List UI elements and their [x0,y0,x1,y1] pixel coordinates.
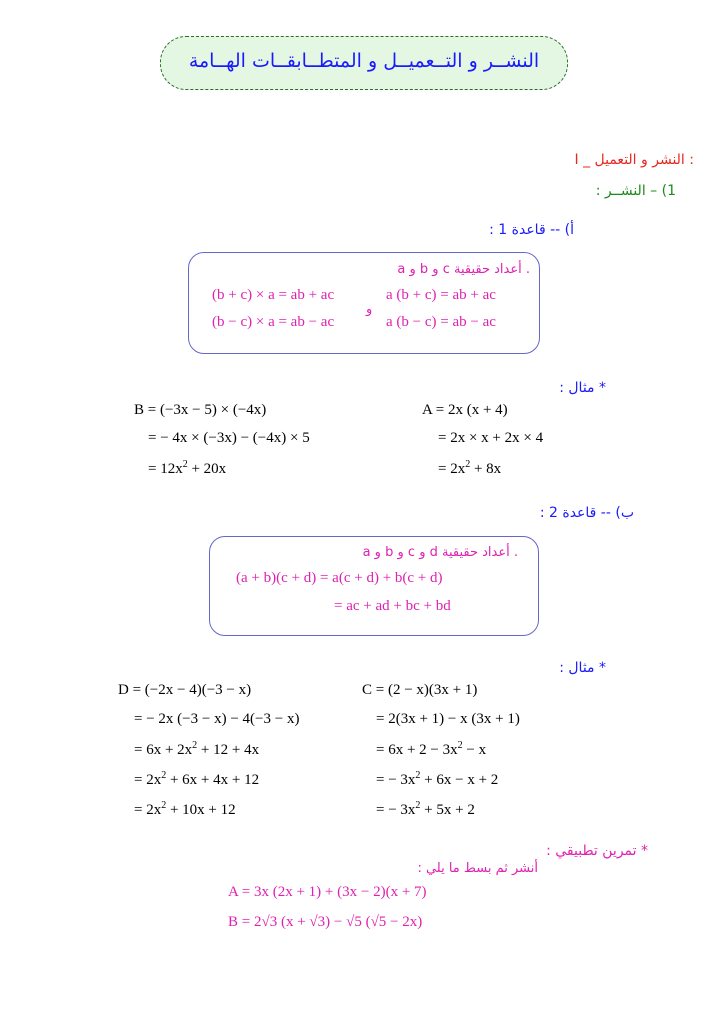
rule1-left2: (b − c) × a = ab − ac [212,314,335,330]
example1-B-line1: B = (−3x − 5) × (−4x) [134,402,267,418]
exercise-label: * تمرين تطبيقي : [546,843,648,859]
example1-A-line3: = $2x^2 + 8x$ [438,459,502,477]
example2-C-line2: = 2(3x + 1) − x (3x + 1) [376,711,520,727]
example2-C-line5: = − $3x^2 + 5x + 2$ [376,800,475,818]
exercise-A: A = 3x (2x + 1) + (3x − 2)(x + 7) [228,884,427,900]
example2-D-line3: = $6x + 2x^2 + 12 + 4x$ [134,740,260,758]
example2-D-line5: = $2x^2 + 10x + 12$ [134,800,236,818]
rule1-label: أ) -- قاعدة 1 : [489,222,574,238]
rule2-label: ب) -- قاعدة 2 : [539,505,634,521]
rule1-condition: a و b و c أعداد حقيقية . [397,262,530,277]
rule1-left1: (b + c) × a = ab + ac [212,287,335,303]
exercise-instruction: أنشر ثم بسط ما يلي : [417,861,538,876]
example2-C-line1: C = (2 − x)(3x + 1) [362,682,478,698]
example1-label: * مثال : [559,380,606,396]
example2-C-line3: = $6x + 2 - 3x^2 - x$ [376,740,487,758]
rule1-right2: a (b − c) = ab − ac [386,314,496,330]
example1-A-line2: = 2x × x + 2x × 4 [438,430,544,446]
example1-B-line3: = $12x^2 + 20x$ [148,459,227,477]
title-banner [160,36,568,90]
rule2-line2: = ac + ad + bc + bd [334,598,451,614]
example2-label: * مثال : [559,660,606,676]
page-title: النشــر و التــعميــل و المتطــابقــات الهــامة [188,50,540,72]
exercise-B: B = 2√3 (x + √3) − √5 (√5 − 2x) [228,914,423,930]
rule1-conjunction: و [366,302,373,317]
rule2-condition: a و b و c و d أعداد حقيقية . [362,545,518,560]
example2-D-line4: = $2x^2 + 6x + 4x + 12$ [134,770,260,788]
subsection-heading: 1) – النشــر : [595,183,676,199]
example2-C-line4: = − $3x^2 + 6x - x + 2$ [376,770,499,788]
section-heading: I _ النشر و التعميل : [574,152,694,168]
example1-A-line1: A = 2x (x + 4) [422,402,508,418]
rule1-right1: a (b + c) = ab + ac [386,287,496,303]
example2-D-line1: D = (−2x − 4)(−3 − x) [118,682,252,698]
example2-D-line2: = − 2x (−3 − x) − 4(−3 − x) [134,711,300,727]
example1-B-line2: = − 4x × (−3x) − (−4x) × 5 [148,430,310,446]
rule2-line1: (a + b)(c + d) = a(c + d) + b(c + d) [236,570,443,586]
